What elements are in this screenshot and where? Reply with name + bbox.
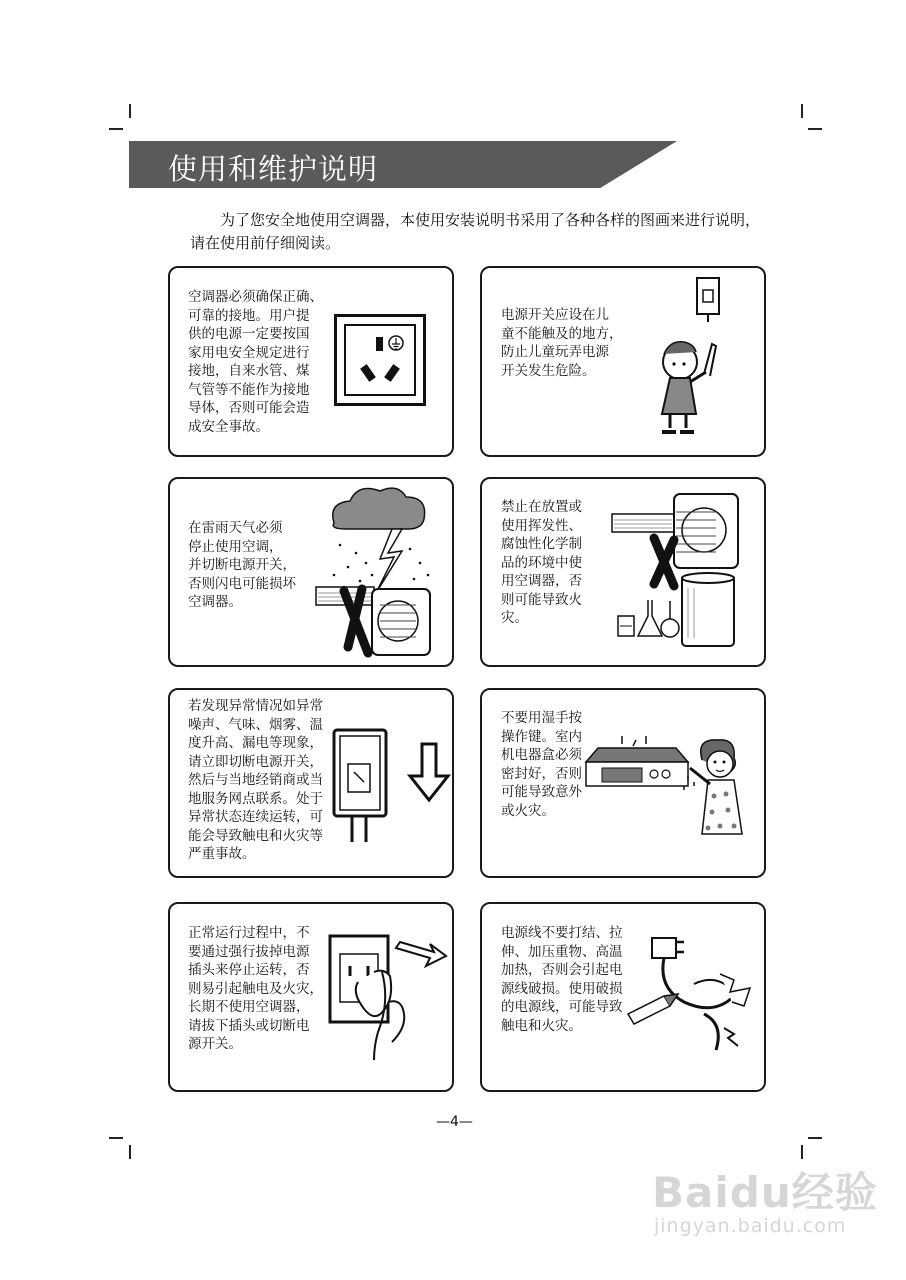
panel-abnormal-text: 若发现异常情况如异常 噪声、气味、烟雾、温 度升高、漏电等现象， 请立即切断电源开关， 然后与当地经销商或当 地服务网点联系。处于 异常状态连续运转，可 能会导致触电和火灾等 严重事故。 xyxy=(188,698,323,862)
watermark-logo: Baidu经验 xyxy=(652,1168,878,1217)
chemicals-icon xyxy=(610,488,760,658)
panel-child-switch-text: 电源开关应设在儿 童不能触及的地方， 防止儿童玩弄电源 开关发生危险。 xyxy=(501,307,623,379)
crop-mark xyxy=(109,1137,123,1139)
panel-thunderstorm-text: 在雷雨天气必须 停止使用空调， 并切断电源开关， 否则闪电可能损坏 空调器。 xyxy=(188,520,296,610)
crop-mark xyxy=(109,128,123,130)
crop-mark xyxy=(129,1145,131,1159)
intro-line-2: 请在使用前仔细阅读。 xyxy=(190,234,341,252)
crop-mark xyxy=(808,1137,822,1139)
crop-mark xyxy=(129,104,131,118)
crop-mark xyxy=(808,128,822,130)
panel-damaged-cord-text: 电源线不要打结、拉 伸、加压重物、高温 加热，否则会引起电 源线破损。使用破损 的电源线，可能导致 触电和火灾。 xyxy=(501,925,623,1034)
unplug-icon xyxy=(328,932,450,1062)
panel-wet-hand-text: 不要用湿手按 操作键。室内 机电器盒必须 密封好，否则 可能导致意外 或火灾。 xyxy=(501,710,582,819)
switch-box-icon xyxy=(332,726,452,846)
child-switch-icon xyxy=(650,274,730,439)
crop-mark xyxy=(801,104,803,118)
watermark-url: jingyan.baidu.com xyxy=(654,1215,847,1237)
wet-hand-icon xyxy=(584,736,764,840)
socket-icon xyxy=(334,314,426,406)
panel-grounding-text: 空调器必须确保正确、 可靠的接地。用户提 供的电源一定要按国 家用电安全规定进行 接地，自来水管、煤 气管等不能作为接地 导体，否则可能会造 成安全事故。 xyxy=(188,289,323,435)
crop-mark xyxy=(801,1145,803,1159)
page-title: 使用和维护说明 xyxy=(168,152,379,186)
panel-chemicals-text: 禁止在放置或 使用挥发性、 腐蚀性化学制 品的环境中使 用空调器，否 则可能导致火 灾。 xyxy=(501,499,582,626)
page-number: —4— xyxy=(436,1114,473,1130)
thunderstorm-icon xyxy=(310,483,450,661)
watermark xyxy=(640,1160,880,1250)
damaged-cord-icon xyxy=(624,924,764,1064)
intro-paragraph xyxy=(190,209,760,255)
intro-line-1: 为了您安全地使用空调器，本使用安装说明书采用了各种各样的图画来进行说明， xyxy=(220,211,761,229)
panel-unplug-text: 正常运行过程中，不 要通过强行拔掉电源 插头来停止运转，否 则易引起触电及火灾， 长期不使用空调器， 请拔下插头或切断电 源开关。 xyxy=(188,925,323,1052)
